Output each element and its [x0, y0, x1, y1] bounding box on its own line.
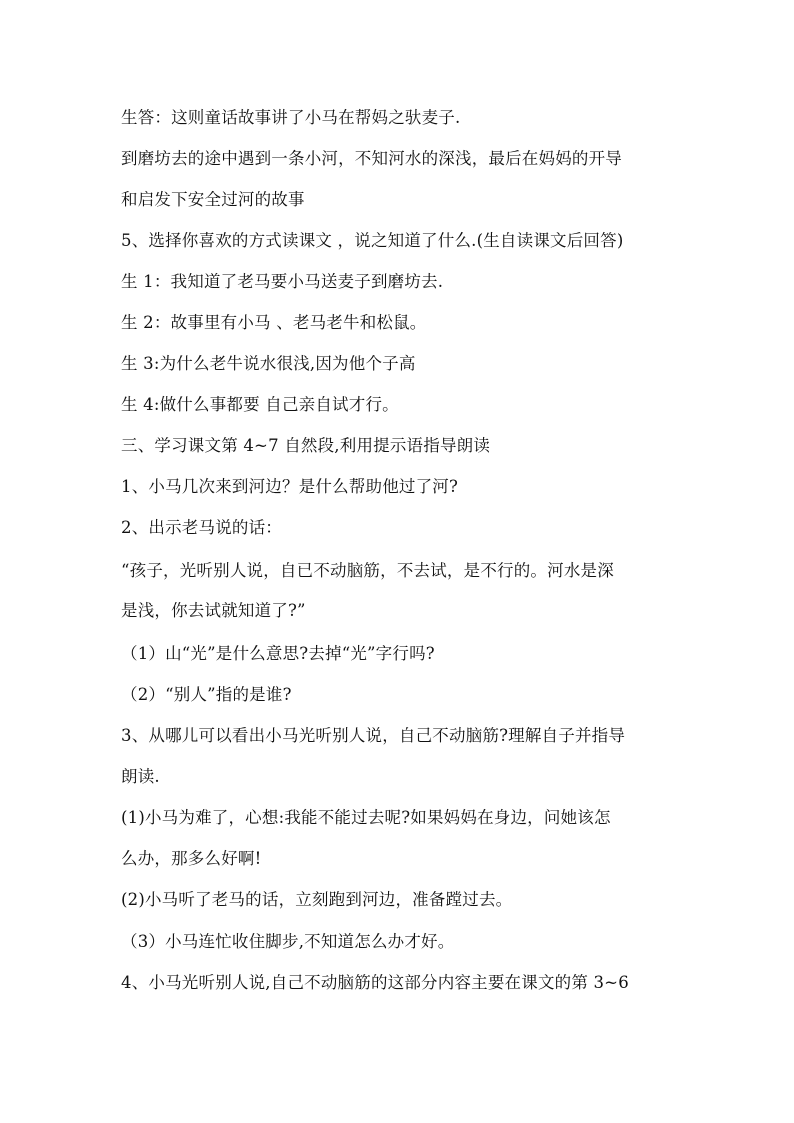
text-line: (2)小马听了老马的话，立刻跑到河边，准备蹚过去。	[121, 890, 513, 909]
text-line: （1）山“光”是什么意思?去掉“光”字行吗?	[121, 644, 435, 663]
text-line: （2）“别人”指的是谁?	[121, 685, 292, 704]
text-line: 朗读.	[121, 767, 160, 786]
text-line: 1、小马几次来到河边？是什么帮助他过了河?	[121, 477, 459, 496]
text-line: 生答：这则童话故事讲了小马在帮妈之驮麦子.	[121, 108, 461, 127]
text-line: 生 3:为什么老牛说水很浅,因为他个子高	[121, 354, 416, 373]
text-line: 4、小马光听别人说,自己不动脑筋的这部分内容主要在课文的第 3~6	[121, 973, 629, 992]
text-line: 生 1：我知道了老马要小马送麦子到磨坊去.	[121, 272, 444, 291]
text-line: 么办，那多么好啊!	[121, 849, 262, 868]
text-line: （3）小马连忙收住脚步,不知道怎么办才好。	[121, 932, 455, 951]
text-line: 3、从哪儿可以看出小马光听别人说，自己不动脑筋?理解自子并指导	[121, 726, 626, 745]
text-line: 生 2：故事里有小马 、老马老牛和松鼠。	[121, 313, 427, 332]
text-line: 是浅，你去试就知道了?”	[121, 601, 306, 620]
text-line: (1)小马为难了，心想:我能不能过去呢?如果妈妈在身边，问她该怎	[121, 808, 611, 827]
text-line: 三、学习课文第 4~7 自然段,利用提示语指导朗读	[121, 436, 491, 455]
text-line: “孩子，光听别人说，自已不动脑筋，不去试，是不行的。河水是深	[121, 561, 614, 580]
text-line: 生 4:做什么事都要 自己亲自试才行。	[121, 395, 399, 414]
text-line: 5、选择你喜欢的方式读课文 ，说之知道了什么.(生自读课文后回答)	[121, 231, 624, 250]
text-line: 和启发下安全过河的故事	[121, 190, 305, 209]
text-line: 2、出示老马说的话：	[121, 518, 282, 537]
text-line: 到磨坊去的途中遇到一条小河，不知河水的深浅，最后在妈妈的开导	[121, 149, 622, 168]
